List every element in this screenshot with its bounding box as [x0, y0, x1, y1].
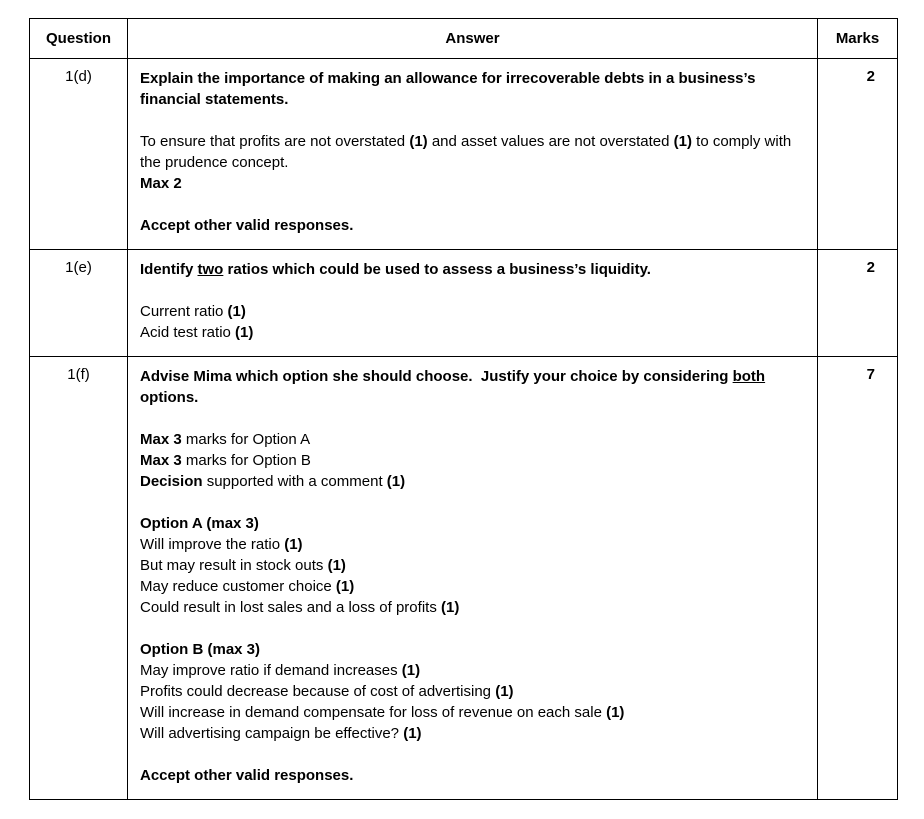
- answer-line: [140, 322, 803, 343]
- marks-value: 2: [818, 250, 898, 357]
- text-segment: marks for Option B: [181, 452, 311, 469]
- blank-line: [140, 110, 803, 131]
- table-row: [30, 59, 898, 250]
- text-segment: (1): [227, 303, 246, 320]
- answer-line: [140, 639, 803, 660]
- text-segment: (1): [284, 536, 303, 553]
- blank-line: [140, 492, 803, 513]
- text-segment: (1): [606, 704, 625, 721]
- text-segment: Option B (max 3): [140, 641, 261, 658]
- text-segment: Max 3: [140, 452, 182, 469]
- text-segment: two: [197, 261, 224, 278]
- text-segment: (1): [495, 683, 514, 700]
- table-row: [30, 250, 898, 357]
- text-segment: (1): [409, 133, 428, 150]
- answer-line: [140, 576, 803, 597]
- answer-line: [140, 723, 803, 744]
- blank-line: [140, 744, 803, 765]
- answer-line: [140, 215, 803, 236]
- answer-line: [140, 702, 803, 723]
- answer-line: [140, 259, 803, 280]
- mark-scheme-table: [29, 18, 898, 800]
- text-segment: Decision: [140, 473, 203, 490]
- header-row: [30, 19, 898, 59]
- text-segment: Accept other valid responses.: [140, 217, 354, 234]
- question-number: 1(e): [30, 250, 128, 357]
- text-segment: (1): [235, 324, 254, 341]
- answer-line: [140, 301, 803, 322]
- table-row: [30, 357, 898, 800]
- text-segment: Identify: [140, 261, 198, 278]
- answer-line: [140, 681, 803, 702]
- text-segment: Explain the importance of making an allowance for irrecoverable debts in a business’s financial statements.: [140, 70, 760, 108]
- answer-line: [140, 131, 803, 173]
- answer-line: [140, 555, 803, 576]
- text-segment: (1): [440, 599, 460, 616]
- text-segment: May reduce customer choice: [140, 578, 336, 595]
- blank-line: [140, 194, 803, 215]
- text-segment: Acid test ratio: [140, 324, 236, 341]
- text-segment: Will improve the ratio: [140, 536, 285, 553]
- answer-line: [140, 366, 803, 408]
- answer-cell: [128, 59, 818, 250]
- answer-line: [140, 765, 803, 786]
- text-segment: (1): [401, 662, 421, 679]
- answer-table-body: [30, 59, 898, 800]
- text-segment: Max 3: [140, 431, 182, 448]
- text-segment: Could result in lost sales and a loss of profits: [140, 599, 441, 616]
- question-number: 1(f): [30, 357, 128, 800]
- text-segment: marks for Option A: [181, 431, 311, 448]
- text-segment: options.: [140, 368, 770, 406]
- answer-line: [140, 660, 803, 681]
- text-segment: Profits could decrease because of cost of advertising: [140, 683, 496, 700]
- text-segment: Will advertising campaign be effective?: [140, 725, 404, 742]
- answer-cell: [128, 250, 818, 357]
- text-segment: Current ratio: [140, 303, 228, 320]
- answer-line: [140, 597, 803, 618]
- text-segment: (1): [327, 557, 346, 574]
- blank-line: [140, 280, 803, 301]
- answer-line: [140, 471, 803, 492]
- blank-line: [140, 618, 803, 639]
- blank-line: [140, 408, 803, 429]
- marks-value: 7: [818, 357, 898, 800]
- text-segment: supported with a comment: [202, 473, 387, 490]
- answer-line: [140, 513, 803, 534]
- text-segment: Will increase in demand compensate for loss of revenue on each sale: [140, 704, 607, 721]
- text-segment: (1): [403, 725, 422, 742]
- text-segment: To ensure that profits are not overstated: [140, 133, 410, 150]
- text-segment: both: [732, 368, 766, 385]
- text-segment: (1): [386, 473, 406, 490]
- text-segment: But may result in stock outs: [140, 557, 328, 574]
- answer-line: [140, 429, 803, 450]
- column-header-answer: Answer: [128, 19, 818, 59]
- answer-line: [140, 534, 803, 555]
- answer-line: [140, 450, 803, 471]
- column-header-marks: Marks: [818, 19, 898, 59]
- column-header-question: Question: [30, 19, 128, 59]
- marks-value: 2: [818, 59, 898, 250]
- answer-line: [140, 173, 803, 194]
- text-segment: to comply with the prudence concept.: [140, 133, 796, 171]
- text-segment: (1): [335, 578, 355, 595]
- answer-cell: [128, 357, 818, 800]
- text-segment: (1): [673, 133, 692, 150]
- text-segment: Accept other valid responses.: [140, 767, 354, 784]
- text-segment: Max 2: [140, 175, 182, 192]
- question-number: 1(d): [30, 59, 128, 250]
- text-segment: May improve ratio if demand increases: [140, 662, 402, 679]
- text-segment: ratios which could be used to assess a business’s liquidity.: [223, 261, 651, 278]
- text-segment: Advise Mima which option she should choose. Justify your choice by considering: [140, 368, 733, 385]
- text-segment: Option A (max 3): [140, 515, 259, 532]
- text-segment: and asset values are not overstated: [427, 133, 674, 150]
- answer-line: [140, 68, 803, 110]
